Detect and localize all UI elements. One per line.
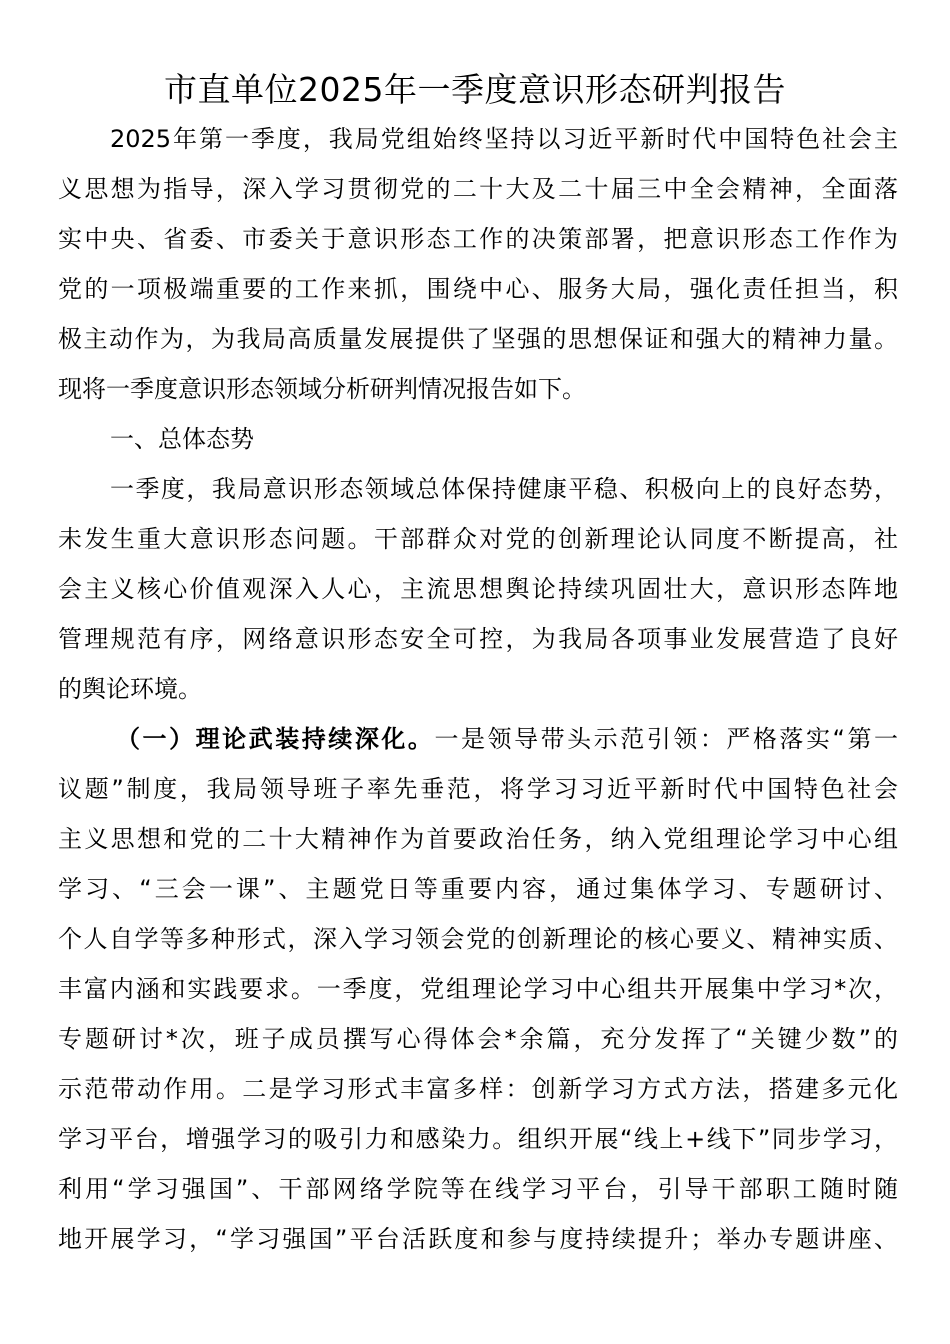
section-heading: 一、总体态势 [110, 425, 254, 453]
paragraph-line: 党的一项极端重要的工作来抓，围绕中心、服务大局，强化责任担当，积 [58, 275, 898, 303]
paragraph-line: 学习平台，增强学习的吸引力和感染力。组织开展“线上+线下”同步学习， [58, 1125, 898, 1153]
paragraph-line: 实中央、省委、市委关于意识形态工作的决策部署，把意识形态工作作为 [58, 225, 898, 253]
paragraph-line: 极主动作为，为我局高质量发展提供了坚强的思想保证和强大的精神力量。 [58, 325, 898, 353]
paragraph-line: 一季度，我局意识形态领域总体保持健康平稳、积极向上的良好态势， [110, 475, 898, 503]
paragraph-line: 地开展学习，“学习强国”平台活跃度和参与度持续提升；举办专题讲座、 [58, 1225, 898, 1253]
paragraph-line: 议题”制度，我局领导班子率先垂范，将学习习近平新时代中国特色社会 [58, 775, 898, 803]
paragraph-line: 现将一季度意识形态领域分析研判情况报告如下。 [58, 375, 586, 403]
subsection-heading: （一）理论武装持续深化。 [116, 725, 435, 753]
paragraph-line: 未发生重大意识形态问题。干部群众对党的创新理论认同度不断提高，社 [58, 525, 898, 553]
paragraph-text: 一是领导带头示范引领：严格落实“第一 [434, 725, 899, 753]
paragraph-line: 主义思想和党的二十大精神作为首要政治任务，纳入党组理论学习中心组 [58, 825, 898, 853]
paragraph-line: 义思想为指导，深入学习贯彻党的二十大及二十届三中全会精神，全面落 [58, 175, 898, 203]
paragraph-line: 丰富内涵和实践要求。一季度，党组理论学习中心组共开展集中学习*次， [58, 975, 898, 1003]
paragraph-line [116, 722, 898, 756]
paragraph-line: 示范带动作用。二是学习形式丰富多样：创新学习方式方法，搭建多元化 [58, 1075, 898, 1103]
paragraph-line: 个人自学等多种形式，深入学习领会党的创新理论的核心要义、精神实质、 [58, 925, 898, 953]
paragraph-line: 专题研讨*次，班子成员撰写心得体会*余篇，充分发挥了“关键少数”的 [58, 1025, 898, 1053]
paragraph-line: 的舆论环境。 [58, 675, 202, 703]
document-title: 市直单位2025年一季度意识形态研判报告 [164, 70, 786, 109]
paragraph-line: 会主义核心价值观深入人心，主流思想舆论持续巩固壮大，意识形态阵地 [58, 575, 898, 603]
paragraph-line: 管理规范有序，网络意识形态安全可控，为我局各项事业发展营造了良好 [58, 625, 898, 653]
paragraph-line: 学习、“三会一课”、主题党日等重要内容，通过集体学习、专题研讨、 [58, 875, 898, 903]
paragraph-line: 利用“学习强国”、干部网络学院等在线学习平台，引导干部职工随时随 [58, 1175, 898, 1203]
paragraph-line: 2025年第一季度，我局党组始终坚持以习近平新时代中国特色社会主 [110, 125, 898, 153]
